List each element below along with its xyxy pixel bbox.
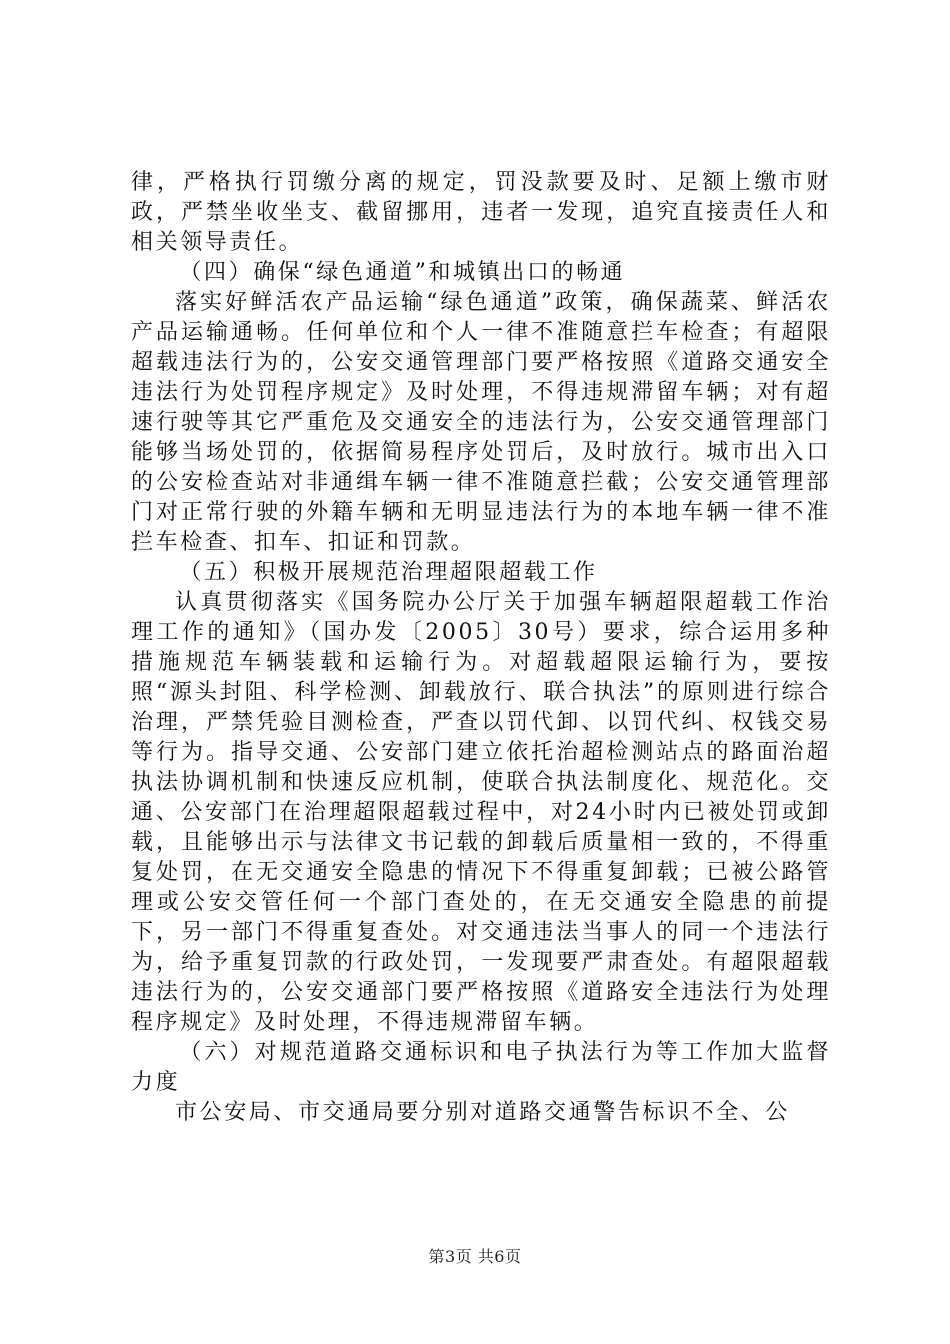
paragraph-overload-governance: 认真贯彻落实《国务院办公厅关于加强车辆超限超载工作治理工作的通知》（国办发〔2005〕30号）要求，综合运用多种措施规范车辆装载和运输行为。对超载超限运输行为，要按照“源头封阻、科学检测、卸载放行、联合执法”的原则进行综合治理，严禁凭验目测检查，严查以罚代卸、以罚代纠、权钱交易等行为。指导交通、公安部门建立依托治超检测站点的路面治超执法协调机制和快速反应机制，使联合执法制度化、规范化。交通、公安部门在治理超限超载过程中，对24小时内已被处罚或卸载，且能够出示与法律文书记载的卸载后质量相一致的，不得重复处罚，在无交通安全隐患的情况下不得重复卸载；已被公路管理或公安交管任何一个部门查处的，在无交通安全隐患的前提下，另一部门不得重复查处。对交通违法当事人的同一个违法行为，给予重复罚款的行政处罚，一发现要严肃查处。有超限超载违法行为的，公安交通部门要严格按照《道路安全违法行为处理程序规定》及时处理，不得违规滞留车辆。 [131, 590, 831, 1035]
paragraph-green-channel: 落实好鲜活农产品运输“绿色通道”政策，确保蔬菜、鲜活农产品运输通畅。任何单位和个人一律不准随意拦车检查；有超限超载违法行为的，公安交通管理部门要严格按照《道路交通安全违法行为处罚程序规定》及时处理，不得违规滞留车辆；对有超速行驶等其它严重危及交通安全的违法行为，公安交通管理部门能够当场处罚的，依据简易程序处罚后，及时放行。城市出入口的公安检查站对非通缉车辆一律不准随意拦截；公安交通管理部门对正常行驶的外籍车辆和无明显违法行为的本地车辆一律不准拦车检查、扣车、扣证和罚款。 [131, 290, 831, 555]
section-heading-4: （四）确保“绿色通道”和城镇出口的畅通 [179, 260, 626, 285]
paragraph-continued: 律，严格执行罚缴分离的规定，罚没款要及时、足额上缴市财政，严禁坐收坐支、截留挪用，违者一发现，追究直接责任人和相关领导责任。 [131, 170, 831, 255]
page-footer: 第3页 共6页 [428, 1247, 522, 1266]
section-heading-5: （五）积极开展规范治理超限超载工作 [179, 560, 598, 585]
section-heading-6: （六）对规范道路交通标识和电子执法行为等工作加大监督力度 [131, 1040, 831, 1095]
paragraph-supervision: 市公安局、市交通局要分别对道路交通警告标识不全、公 [175, 1100, 791, 1125]
document-body [131, 168, 831, 1128]
